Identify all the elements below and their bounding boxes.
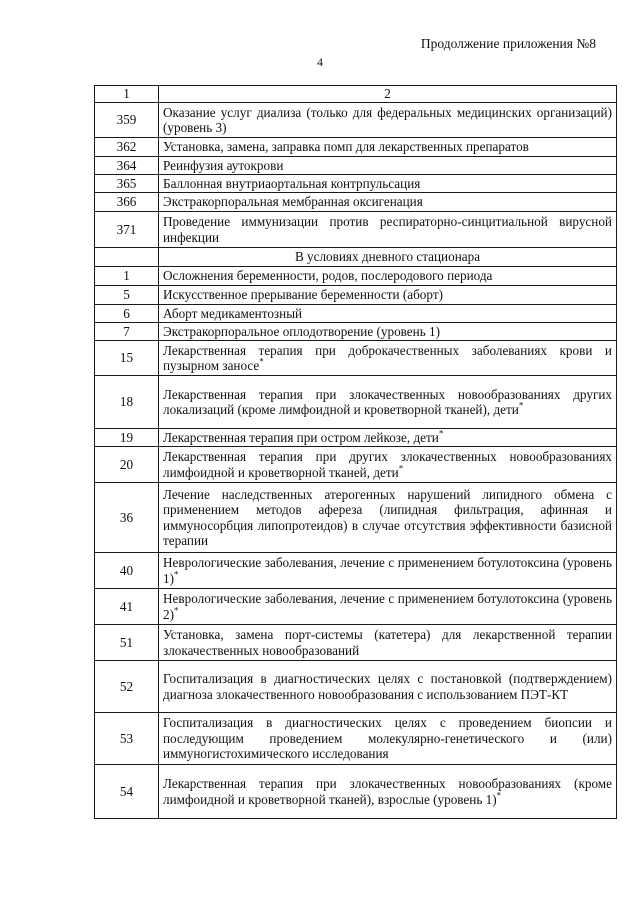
row-number: 7 bbox=[95, 323, 159, 341]
footnote-mark: * bbox=[398, 463, 404, 474]
row-number: 20 bbox=[95, 447, 159, 483]
table-row bbox=[95, 341, 617, 376]
row-description bbox=[159, 212, 617, 248]
row-number: 41 bbox=[95, 589, 159, 625]
row-number: 52 bbox=[95, 661, 159, 713]
row-number: 359 bbox=[95, 103, 159, 138]
row-description bbox=[159, 483, 617, 553]
page-number: 4 bbox=[317, 55, 323, 69]
row-description-text: Госпитализация в диагностических целях с постановкой (подтверждением) диагноза злокачественного новообразования с использованием ПЭТ-КТ bbox=[163, 671, 612, 702]
table-row bbox=[95, 661, 617, 713]
table-row bbox=[95, 447, 617, 483]
services-table bbox=[94, 85, 617, 819]
table-row bbox=[95, 212, 617, 248]
row-number: 51 bbox=[95, 625, 159, 661]
row-description bbox=[159, 103, 617, 138]
row-description-text: Осложнения беременности, родов, послеродового периода bbox=[163, 268, 493, 284]
row-description-text: Установка, замена, заправка помп для лекарственных препаратов bbox=[163, 139, 529, 155]
row-description bbox=[159, 305, 617, 323]
table-row bbox=[95, 286, 617, 305]
table-row bbox=[95, 305, 617, 323]
column-number-1: 1 bbox=[95, 86, 159, 103]
section-header-row bbox=[95, 248, 617, 267]
row-description bbox=[159, 765, 617, 819]
row-description-text: Госпитализация в диагностических целях с проведением биопсии и последующим проведением молекулярно-генетического и (или) иммуногистохимического исследования bbox=[163, 715, 612, 762]
row-description bbox=[159, 267, 617, 286]
row-description bbox=[159, 429, 617, 447]
row-description-text: Лекарственная терапия при других злокачественных новообразованиях лимфоидной и кроветворной тканей, дети bbox=[163, 449, 612, 480]
row-number: 15 bbox=[95, 341, 159, 376]
row-number: 54 bbox=[95, 765, 159, 819]
row-description-text: Неврологические заболевания, лечение с применением ботулотоксина (уровень 2) bbox=[163, 591, 612, 622]
footnote-mark: * bbox=[259, 356, 264, 367]
table-row bbox=[95, 429, 617, 447]
services-table-body bbox=[95, 86, 617, 819]
table-row bbox=[95, 713, 617, 765]
footnote-mark: * bbox=[174, 605, 179, 616]
row-description-text: Экстракорпоральная мембранная оксигенация bbox=[163, 194, 423, 210]
row-description-text: Лекарственная терапия при доброкачественных заболеваниях крови и пузырном заносе bbox=[163, 342, 612, 373]
table-row bbox=[95, 193, 617, 212]
table-row bbox=[95, 483, 617, 553]
table-row bbox=[95, 157, 617, 175]
row-description bbox=[159, 341, 617, 376]
continuation-header: Продолжение приложения №8 bbox=[420, 36, 596, 51]
table-row bbox=[95, 553, 617, 589]
row-description bbox=[159, 589, 617, 625]
table-row bbox=[95, 323, 617, 341]
row-number: 365 bbox=[95, 175, 159, 193]
row-description-text: Лекарственная терапия при остром лейкозе, дети bbox=[163, 429, 439, 445]
row-number: 371 bbox=[95, 212, 159, 248]
table-row bbox=[95, 589, 617, 625]
row-description bbox=[159, 625, 617, 661]
row-description bbox=[159, 138, 617, 157]
footnote-mark: * bbox=[174, 569, 179, 580]
row-number: 18 bbox=[95, 376, 159, 429]
row-number: 362 bbox=[95, 138, 159, 157]
column-number-row bbox=[95, 86, 617, 103]
row-number: 1 bbox=[95, 267, 159, 286]
row-description-text: Аборт медикаментозный bbox=[163, 305, 303, 321]
row-description bbox=[159, 323, 617, 341]
table-row bbox=[95, 267, 617, 286]
row-description bbox=[159, 376, 617, 429]
table-row bbox=[95, 175, 617, 193]
row-description-text: Проведение иммунизации против респираторно-синцитиальной вирусной инфекции bbox=[163, 214, 612, 245]
row-description bbox=[159, 447, 617, 483]
row-number: 366 bbox=[95, 193, 159, 212]
footnote-mark: * bbox=[518, 400, 524, 411]
row-description bbox=[159, 713, 617, 765]
row-description-text: Баллонная внутриаортальная контрпульсация bbox=[163, 175, 421, 191]
row-description-text: Экстракорпоральное оплодотворение (уровень 1) bbox=[163, 323, 441, 339]
row-description-text: Оказание услуг диализа (только для федеральных медицинских организаций) (уровень 3) bbox=[163, 104, 612, 135]
column-number-2: 2 bbox=[159, 86, 617, 103]
table-row bbox=[95, 625, 617, 661]
table-row bbox=[95, 103, 617, 138]
row-number: 5 bbox=[95, 286, 159, 305]
footnote-mark: * bbox=[438, 428, 444, 439]
table-row bbox=[95, 765, 617, 819]
row-number: 6 bbox=[95, 305, 159, 323]
section-title: В условиях дневного стационара bbox=[159, 248, 617, 267]
footnote-mark: * bbox=[496, 790, 502, 801]
row-description bbox=[159, 175, 617, 193]
row-number: 53 bbox=[95, 713, 159, 765]
row-description-text: Лечение наследственных атерогенных нарушений липидного обмена с применением методов афереза (липидная фильтрация, афинная и иммуносорбция липопротеидов) в случае отсутствия эффективности базисной терапии bbox=[163, 486, 612, 548]
section-header-empty-cell bbox=[95, 248, 159, 267]
row-description-text: Искусственное прерывание беременности (аборт) bbox=[163, 287, 443, 303]
row-number: 19 bbox=[95, 429, 159, 447]
row-description bbox=[159, 661, 617, 713]
row-description-text: Установка, замена порт-системы (катетера) для лекарственной терапии злокачественных новообразований bbox=[163, 627, 612, 658]
row-description-text: Лекарственная терапия при злокачественных новообразованиях других локализаций (кроме лимфоидной и кроветворной тканей), дети bbox=[163, 386, 612, 417]
row-number: 40 bbox=[95, 553, 159, 589]
table-row bbox=[95, 376, 617, 429]
row-description-text: Неврологические заболевания, лечение с применением ботулотоксина (уровень 1) bbox=[163, 555, 612, 586]
row-description bbox=[159, 157, 617, 175]
row-number: 364 bbox=[95, 157, 159, 175]
row-description bbox=[159, 553, 617, 589]
row-description bbox=[159, 193, 617, 212]
row-description bbox=[159, 286, 617, 305]
table-row bbox=[95, 138, 617, 157]
row-description-text: Лекарственная терапия при злокачественных новообразованиях (кроме лимфоидной и кроветворной тканей), взрослые (уровень 1) bbox=[163, 776, 612, 807]
row-number: 36 bbox=[95, 483, 159, 553]
row-description-text: Реинфузия аутокрови bbox=[163, 157, 284, 173]
